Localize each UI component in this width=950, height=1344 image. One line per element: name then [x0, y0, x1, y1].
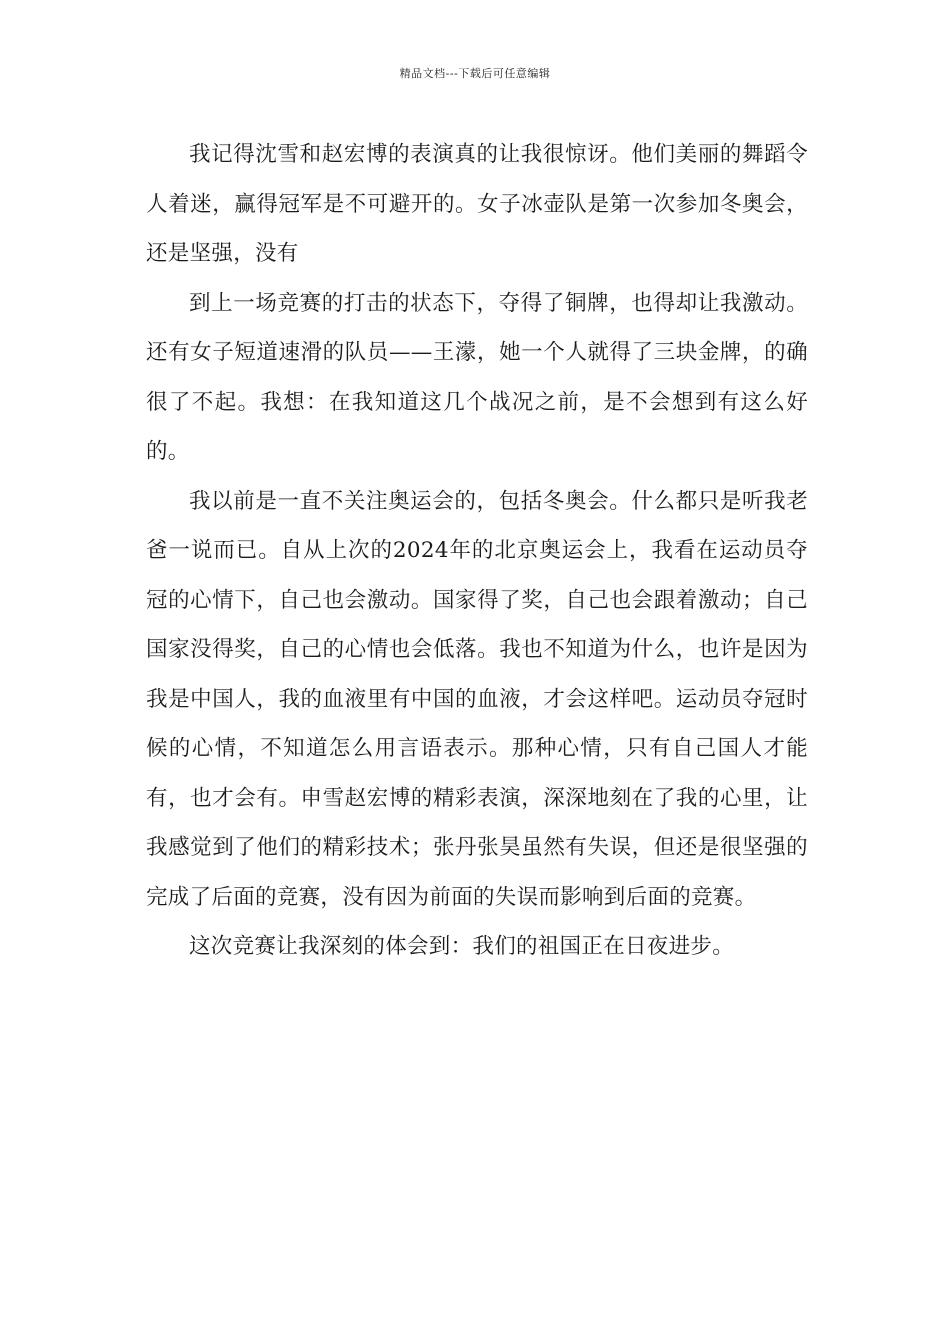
- document-body: [146, 130, 808, 972]
- paragraph-4: 这次竞赛让我深刻的体会到：我们的祖国正在日夜进步。: [189, 934, 735, 959]
- paragraph-1: 我记得沈雪和赵宏博的表演真的让我很惊讶。他们美丽的舞蹈令人着迷，赢得冠军是不可避开的。女子冰壶队是第一次参加冬奥会，还是坚强，没有: [146, 142, 808, 266]
- paragraph-3: 我以前是一直不关注奥运会的，包括冬奥会。什么都只是听我老爸一说而已。自从上次的2024年的北京奥运会上，我看在运动员夺冠的心情下，自己也会激动。国家得了奖，自己也会跟着激动；自己国家没得奖，自己的心情也会低落。我也不知道为什么，也许是因为我是中国人，我的血液里有中国的血液，才会这样吧。运动员夺冠时候的心情，不知道怎么用言语表示。那种心情，只有自己国人才能有，也才会有。申雪赵宏博的精彩表演，深深地刻在了我的心里，让我感觉到了他们的精彩技术；张丹张昊虽然有失误，但还是很坚强的完成了后面的竞赛，没有因为前面的失误而影响到后面的竞赛。: [146, 488, 808, 910]
- paragraph-2: 到上一场竞赛的打击的状态下，夺得了铜牌，也得却让我激动。还有女子短道速滑的队员——王濛，她一个人就得了三块金牌，的确很了不起。我想：在我知道这几个战况之前，是不会想到有这么好的。: [146, 290, 808, 464]
- page-header: 精品文档---下载后可任意编辑: [399, 67, 551, 80]
